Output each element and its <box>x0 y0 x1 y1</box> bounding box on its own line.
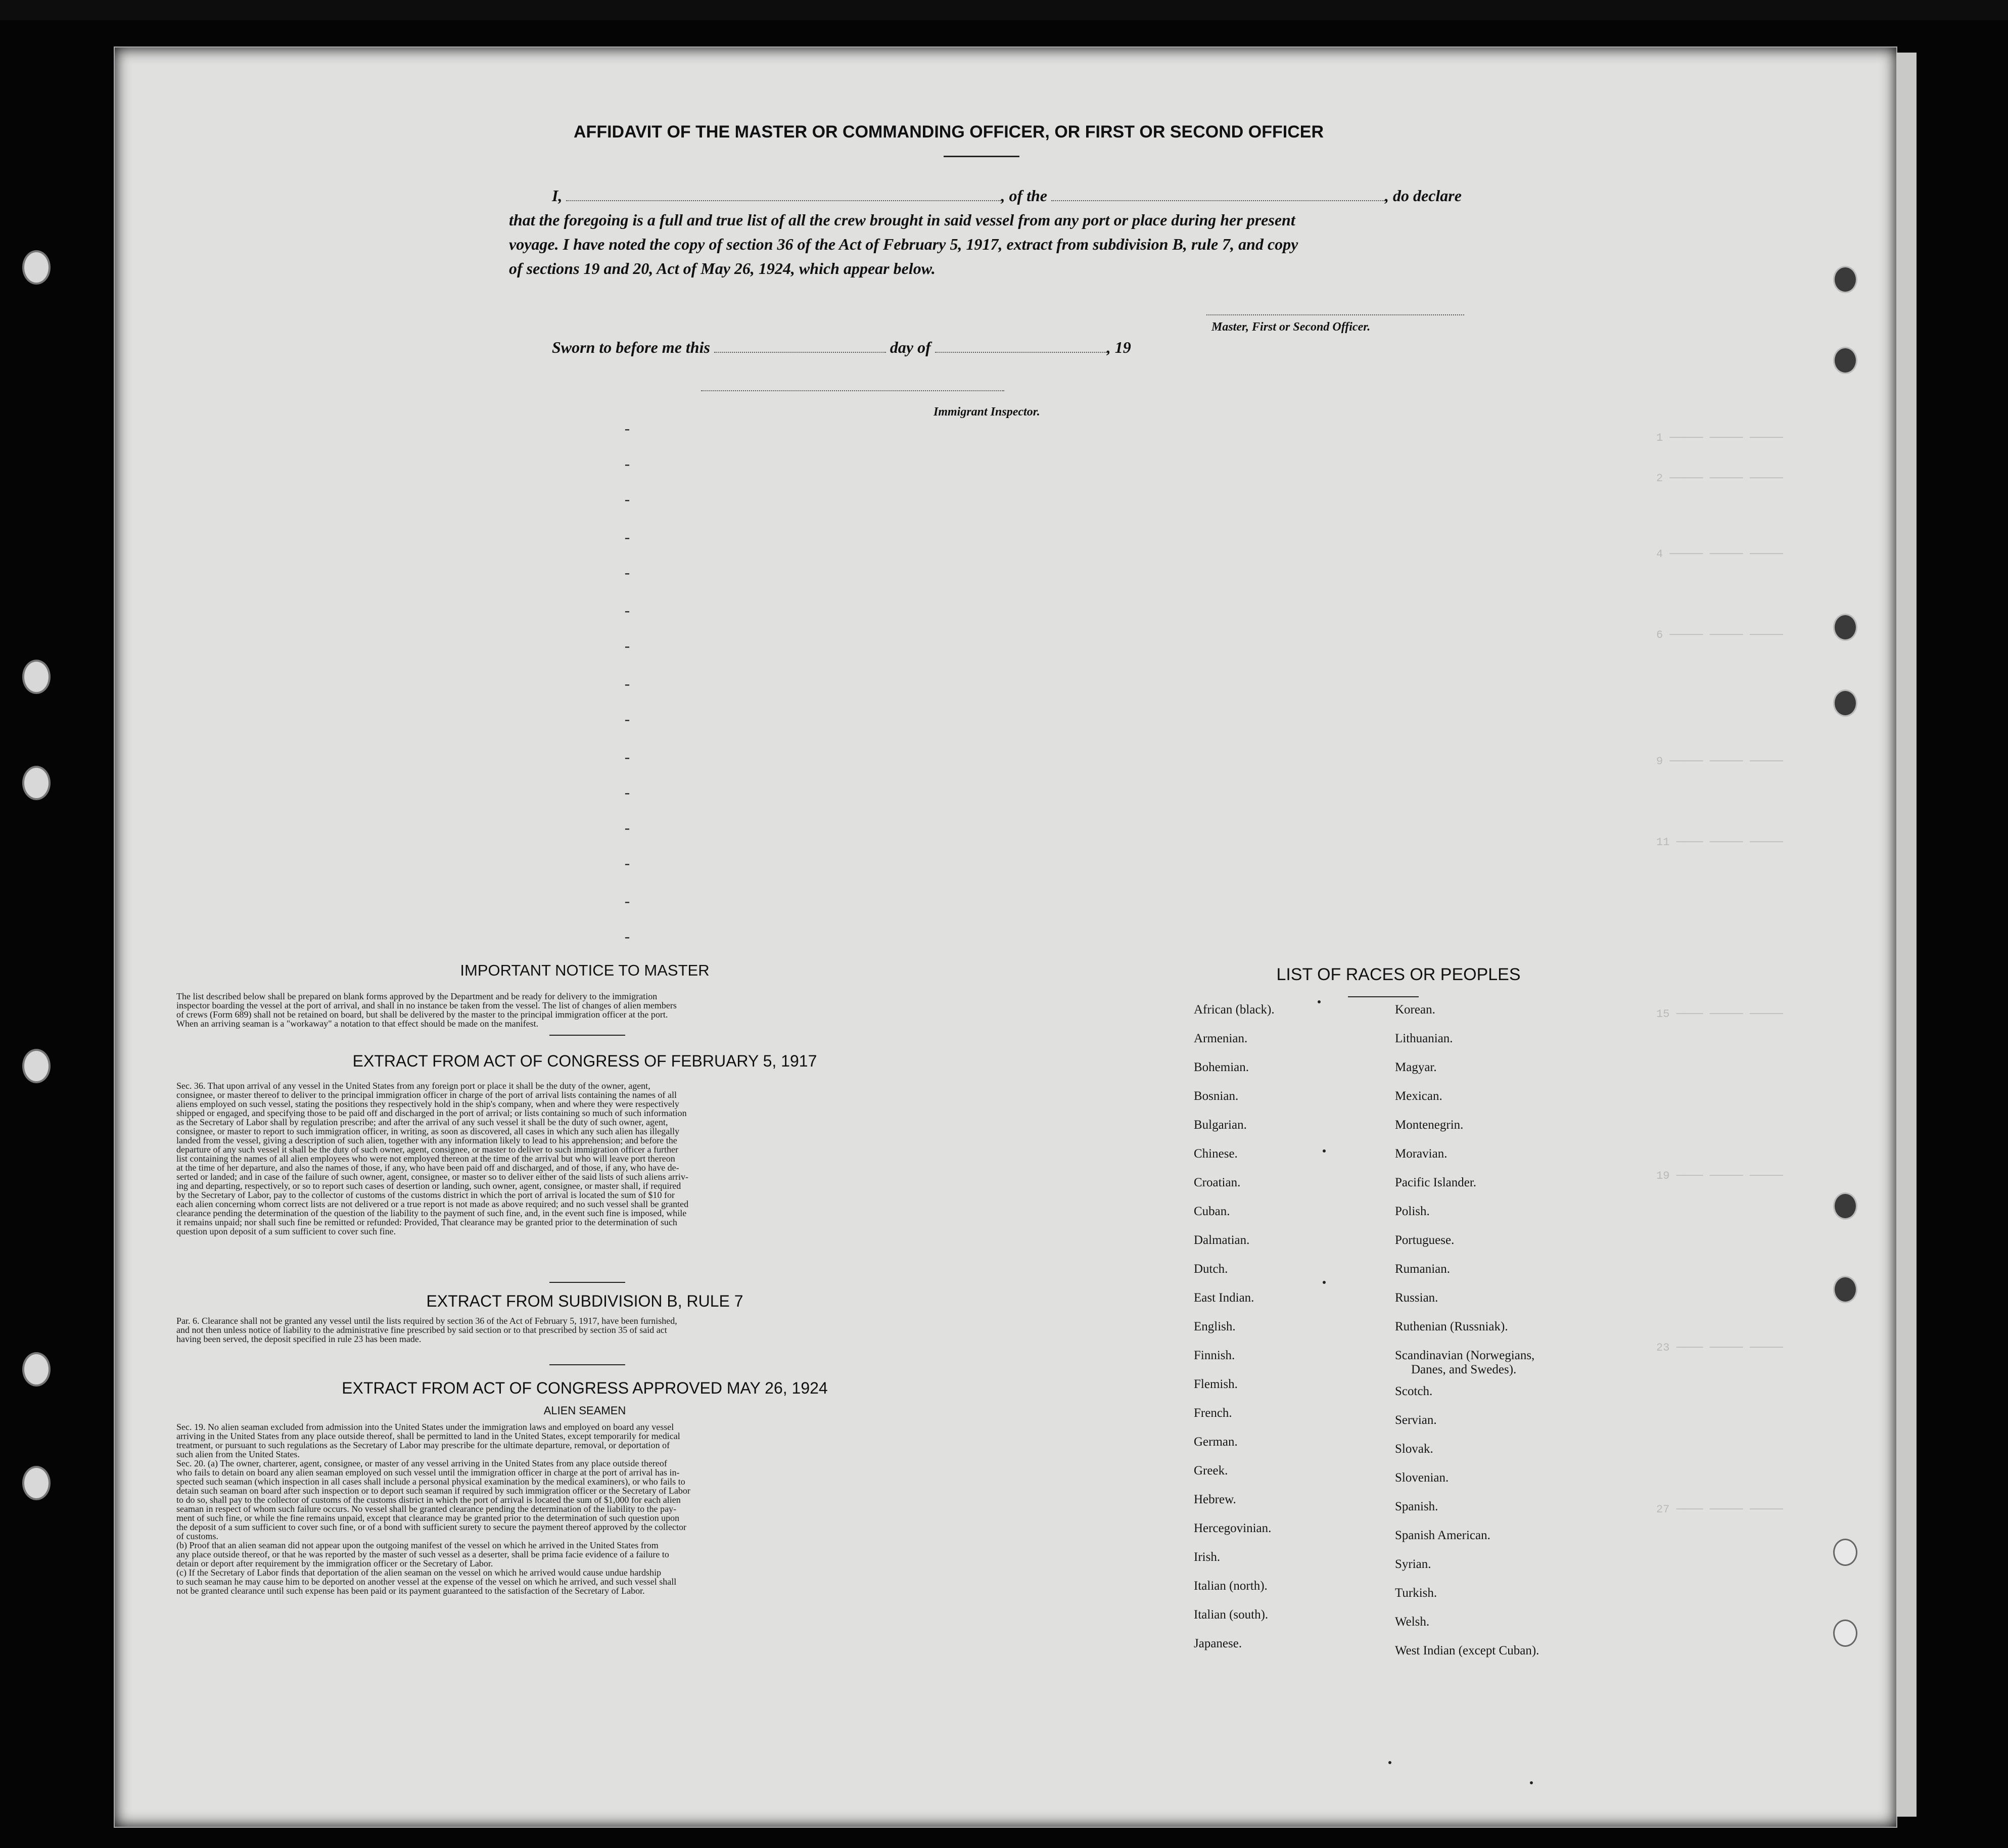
sworn-day-blank[interactable] <box>714 352 886 353</box>
act1917-line: at the time of her departure, and also the names of those, if any, who have been paid off and discharged, and of those, if any, who have de- <box>176 1163 679 1173</box>
act1924-line: detain such seaman on board after such inspection or to deport such seaman if required by such immigration officer or the Secretary of Labor <box>176 1486 690 1496</box>
binder-hole <box>22 660 51 694</box>
bleed-dash: - <box>623 821 632 838</box>
bleed-through: 2 ───── ───── ───── <box>1656 472 1783 485</box>
bleed-dash: - <box>623 604 632 621</box>
ink-speck <box>1530 1781 1533 1784</box>
binder-hole <box>22 1466 51 1500</box>
act1924-line: spected such seaman (which inspection in all cases shall include a personal physical examination by the medical examiners), or who fails to <box>176 1476 685 1487</box>
act1924-line: to do so, shall pay to the collector of customs of the customs district in which the port of arrival is located the sum of $1,000 for each alien <box>176 1495 681 1505</box>
bleed-dash: - <box>623 750 632 767</box>
bleed-dash: - <box>623 566 632 583</box>
bleed-through: 23 ──── ───── ───── <box>1656 1342 1783 1354</box>
bleed-dash: - <box>623 492 632 510</box>
race-left-item: Dalmatian. <box>1194 1233 1250 1247</box>
race-left-item: Cuban. <box>1194 1205 1230 1218</box>
sworn-month-blank[interactable] <box>935 352 1107 353</box>
punch-hole <box>1833 1276 1857 1303</box>
bleed-dash: - <box>623 457 632 474</box>
race-right-item: Slovenian. <box>1395 1471 1449 1485</box>
name-blank[interactable] <box>566 200 1001 201</box>
race-right-item: West Indian (except Cuban). <box>1395 1644 1539 1657</box>
bleed-dash: - <box>623 639 632 656</box>
manifest-sheet <box>114 47 1897 1828</box>
act1924-line: Sec. 20. (a) The owner, charterer, agent, consignee, or master of any vessel arriving in the United States from any place outside thereof <box>176 1458 667 1468</box>
rule7-line: Par. 6. Clearance shall not be granted any vessel until the lists required by section 36 of the Act of February 5, 1917, have been furnished, <box>176 1316 677 1326</box>
bleed-dash: - <box>623 786 632 803</box>
notice-title: IMPORTANT NOTICE TO MASTER <box>460 961 710 979</box>
notice-line: of crews (Form 689) shall not be retained on board, but shall be delivered by the master to the principal immigration officer at the port. <box>176 1009 668 1020</box>
race-right-item: Slovak. <box>1395 1442 1433 1456</box>
section-rule <box>549 1364 625 1365</box>
race-right-item: Portuguese. <box>1395 1233 1455 1247</box>
bleed-through: 1 ───── ───── ───── <box>1656 432 1783 444</box>
bleed-dash: - <box>623 530 632 547</box>
affidavit-declaration-line <box>552 184 1608 207</box>
race-right-item: Pacific Islander. <box>1395 1176 1477 1189</box>
act1924-line: Sec. 19. No alien seaman excluded from admission into the United States under the immigration laws and employed on board any vessel <box>176 1422 674 1432</box>
act1917-line: departure of any such vessel it shall be the duty of such owner, agent, consignee, or master to deliver to such immigration officer a further <box>176 1144 679 1154</box>
affidavit-line-2: that the foregoing is a full and true list of all the crew brought in said vessel from any port or place during her present <box>509 211 1295 229</box>
binder-hole <box>22 1049 51 1083</box>
punch-hole <box>1833 1539 1857 1566</box>
notice-body <box>176 992 995 1028</box>
race-right-item: Ruthenian (Russniak). <box>1395 1320 1508 1333</box>
day-of-label: day of <box>890 338 931 356</box>
title-rule <box>944 156 1019 157</box>
race-left-item: Croatian. <box>1194 1176 1241 1189</box>
race-left-item: Dutch. <box>1194 1262 1228 1276</box>
race-left-item: Finnish. <box>1194 1349 1235 1362</box>
act1924-line: who fails to detain on board any alien seaman employed on such vessel until the immigration officer in charge at the port of arrival has in- <box>176 1467 680 1477</box>
act1917-line: by the Secretary of Labor, pay to the collector of customs of the customs district in which the port of arrival is located the sum of $10 for <box>176 1190 675 1200</box>
race-right-item: Moravian. <box>1395 1147 1447 1161</box>
act1924-line: not be granted clearance until such expense has been paid or its payment guaranteed to the satisfaction of the Secretary of Labor. <box>176 1586 645 1596</box>
act1924-line: the deposit of a sum sufficient to cover such fine, or of a bond with sufficient surety to secure the payment thereof approved by the collector <box>176 1522 687 1532</box>
vessel-blank[interactable] <box>1051 200 1385 201</box>
bleed-through: 27 ──── ───── ───── <box>1656 1503 1783 1516</box>
section-rule <box>549 1282 625 1283</box>
page-edge <box>1896 53 1917 1817</box>
race-right-item: Mexican. <box>1395 1089 1442 1103</box>
sworn-line <box>552 336 1259 359</box>
races-title: LIST OF RACES OR PEOPLES <box>1276 965 1521 984</box>
ink-speck <box>1323 1149 1326 1152</box>
race-left-item: Italian (north). <box>1194 1579 1268 1593</box>
race-right-item: Korean. <box>1395 1003 1435 1017</box>
act1924-body <box>176 1422 995 1595</box>
race-right-item: Danes, and Swedes). <box>1411 1363 1517 1376</box>
race-right-item: Turkish. <box>1395 1586 1437 1600</box>
race-right-item: Polish. <box>1395 1205 1430 1218</box>
race-right-item: Montenegrin. <box>1395 1118 1464 1132</box>
affidavit-of-the: , of the <box>1001 187 1047 205</box>
act1924-line: of customs. <box>176 1531 218 1541</box>
section-rule <box>549 1035 625 1036</box>
ink-speck <box>1388 1761 1391 1764</box>
race-left-item: Hebrew. <box>1194 1493 1236 1506</box>
notice-line: inspector boarding the vessel at the port of arrival, and shall in no instance be taken from the vessel. The list of changes of alien members <box>176 1000 677 1010</box>
act1924-line: to such seaman he may cause him to be deported on another vessel at the expense of the vessel on which he arrived, and such vessel shall <box>176 1577 677 1587</box>
race-left-item: East Indian. <box>1194 1291 1254 1305</box>
act1924-line: (b) Proof that an alien seaman did not appear upon the outgoing manifest of the vessel on which he arrived in the United States from <box>176 1540 659 1550</box>
bleed-dash: - <box>623 677 632 694</box>
race-right-item: Servian. <box>1395 1413 1437 1427</box>
sworn-label: Sworn to before me this <box>552 338 710 356</box>
act1924-subtitle: ALIEN SEAMEN <box>543 1404 626 1417</box>
inspector-label: Immigrant Inspector. <box>933 405 1040 419</box>
rule7-line: having been served, the deposit specified in rule 23 has been made. <box>176 1334 422 1344</box>
inspector-signature-line[interactable] <box>701 390 1004 391</box>
act1917-line: consignee, or master to report to such immigration officer, in writing, as soon as discovered, all cases in which any such alien has illegally <box>176 1126 680 1136</box>
act1924-line: (c) If the Secretary of Labor finds that deportation of the alien seaman on the vessel on which he arrived would cause undue hardship <box>176 1567 662 1578</box>
act1924-title: EXTRACT FROM ACT OF CONGRESS APPROVED MAY 26, 1924 <box>342 1379 828 1397</box>
act1917-line: consignee, or master thereof to deliver to the principal immigration officer in charge of the port of arrival lists containing the names of all <box>176 1090 677 1100</box>
bleed-through: 15 ──── ───── ───── <box>1656 1008 1783 1021</box>
punch-hole <box>1833 1620 1857 1647</box>
race-left-item: Japanese. <box>1194 1637 1242 1650</box>
affidavit-line-4: of sections 19 and 20, Act of May 26, 1924, which appear below. <box>509 259 936 278</box>
notice-line: When an arriving seaman is a "workaway" a notation to that effect should be made on the manifest. <box>176 1019 539 1029</box>
race-right-item: Magyar. <box>1395 1060 1437 1074</box>
master-label: Master, First or Second Officer. <box>1211 320 1371 334</box>
ink-speck <box>1318 1000 1321 1003</box>
races-rule <box>1348 996 1419 997</box>
act1924-line: ment of such fine, or while the fine remains unpaid, except that clearance may be granted prior to the determination of such question upon <box>176 1513 680 1523</box>
bleed-dash: - <box>623 422 632 439</box>
binder-hole <box>22 766 51 800</box>
affidavit-line-3: voyage. I have noted the copy of section 36 of the Act of February 5, 1917, extract from subdivision B, rule 7, and copy <box>509 235 1298 253</box>
race-left-item: Italian (south). <box>1194 1608 1269 1622</box>
race-right-item: Rumanian. <box>1395 1262 1451 1276</box>
bleed-dash: - <box>623 856 632 873</box>
bleed-through: 11 ──── ───── ───── <box>1656 836 1783 849</box>
race-right-item: Spanish American. <box>1395 1529 1490 1542</box>
punch-hole <box>1833 689 1857 717</box>
race-right-item: Lithuanian. <box>1395 1032 1453 1045</box>
bleed-dash: - <box>623 894 632 911</box>
race-left-item: Bohemian. <box>1194 1060 1249 1074</box>
ink-speck <box>1323 1281 1326 1284</box>
race-left-item: African (black). <box>1194 1003 1275 1017</box>
race-left-item: English. <box>1194 1320 1236 1333</box>
act1917-line: list containing the names of all alien employees who were not employed thereon at the time of the arrival but who will leave port thereon <box>176 1153 675 1164</box>
notice-line: The list described below shall be prepared on blank forms approved by the Department and be ready for delivery to the immigration <box>176 991 658 1001</box>
race-left-item: Hercegovinian. <box>1194 1521 1272 1535</box>
bleed-through: 19 ──── ───── ───── <box>1656 1170 1783 1182</box>
act1924-line: any place outside thereof, or that he was reported by the master of such vessel as a deserter, shall be prima facie evidence of a failure to <box>176 1549 669 1559</box>
act1924-line: treatment, or pursuant to such regulations as the Secretary of Labor may prescribe for the ultimate departure, removal, or deportation of <box>176 1440 670 1450</box>
race-right-item: Welsh. <box>1395 1615 1430 1629</box>
act1924-line: seaman in respect of whom such failure occurs. No vessel shall be granted clearance pending the determination of the liability to the pay- <box>176 1504 677 1514</box>
act1924-line: such alien from the United States. <box>176 1449 300 1459</box>
act1924-line: arriving in the United States from any place outside thereof, shall be permitted to land in the United States, except temporarily for medical <box>176 1431 680 1441</box>
bleed-through: 6 ───── ───── ───── <box>1656 629 1783 641</box>
binder-hole <box>22 250 51 285</box>
race-right-item: Russian. <box>1395 1291 1438 1305</box>
act1917-body <box>176 1081 995 1236</box>
race-right-item: Syrian. <box>1395 1557 1431 1571</box>
affidavit-do-declare: , do declare <box>1385 187 1462 205</box>
act1917-line: landed from the vessel, giving a description of such alien, together with any information likely to lead to his apprehension; and before the <box>176 1135 677 1145</box>
race-left-item: Greek. <box>1194 1464 1228 1477</box>
bleed-through: 9 ───── ───── ───── <box>1656 755 1783 768</box>
act1924-line: detain or deport after requirement by the immigration officer or the Secretary of Labor. <box>176 1558 493 1568</box>
race-left-item: Irish. <box>1194 1550 1221 1564</box>
act1917-line: Sec. 36. That upon arrival of any vessel in the United States from any foreign port or place it shall be the duty of the owner, agent, <box>176 1081 650 1091</box>
act1917-line: it remains unpaid; nor shall such fine be remitted or refunded: Provided, That clearance may be granted prior to the determination of such <box>176 1217 677 1227</box>
act1917-title: EXTRACT FROM ACT OF CONGRESS OF FEBRUARY 5, 1917 <box>352 1052 817 1070</box>
race-left-item: German. <box>1194 1435 1238 1449</box>
rule7-title: EXTRACT FROM SUBDIVISION B, RULE 7 <box>426 1292 743 1310</box>
race-left-item: Flemish. <box>1194 1377 1238 1391</box>
punch-hole <box>1833 1192 1857 1220</box>
race-left-item: Bulgarian. <box>1194 1118 1247 1132</box>
race-left-item: Chinese. <box>1194 1147 1238 1161</box>
act1917-line: as the Secretary of Labor shall by regulation prescribe; and after the arrival of any such vessel it shall be the duty of such owner, agent, <box>176 1117 668 1127</box>
race-right-item: Scotch. <box>1395 1384 1433 1398</box>
race-left-item: French. <box>1194 1406 1232 1420</box>
rule7-body <box>176 1316 995 1344</box>
bleed-dash: - <box>623 930 632 947</box>
act1917-line: each alien concerning whom correct lists are not delivered or a true report is not made as above required; and no such vessel shall be granted <box>176 1199 689 1209</box>
act1917-line: serted or landed; and in case of the failure of such owner, agent, consignee, or master so to deliver either of the said lists of such aliens arriv- <box>176 1172 688 1182</box>
act1917-line: ing and departing, respectively, or so to report such cases of desertion or landing, such owner, agent, consignee, or master shall, if required <box>176 1181 681 1191</box>
act1917-line: aliens employed on such vessel, stating the positions they respectively hold in the ship's company, when and where they were respectively <box>176 1099 679 1109</box>
year-label: , 19 <box>1106 338 1131 356</box>
bleed-dash: - <box>623 712 632 729</box>
bleed-through: 4 ───── ───── ───── <box>1656 548 1783 561</box>
race-right-item: Spanish. <box>1395 1500 1438 1513</box>
binder-bar <box>0 0 2008 20</box>
act1917-line: clearance pending the determination of the question of the liability to the payment of such fine, and, in the event such fine is imposed, while <box>176 1208 687 1218</box>
punch-hole <box>1833 347 1857 374</box>
race-left-item: Armenian. <box>1194 1032 1248 1045</box>
act1917-line: shipped or engaged, and specifying those to be paid off and discharged in the port of arrival; or lists containing so much of such information <box>176 1108 687 1118</box>
affidavit-title: AFFIDAVIT OF THE MASTER OR COMMANDING OFFICER, OR FIRST OR SECOND OFFICER <box>574 122 1324 142</box>
punch-hole <box>1833 266 1857 293</box>
punch-hole <box>1833 614 1857 641</box>
race-right-item: Scandinavian (Norwegians, <box>1395 1349 1535 1362</box>
binder-hole <box>22 1352 51 1387</box>
race-left-item: Bosnian. <box>1194 1089 1239 1103</box>
affidavit-i-label: I, <box>552 187 563 205</box>
rule7-line: and not then unless notice of liability to the administrative fine prescribed by said section or to that prescribed by section 35 of said act <box>176 1325 667 1335</box>
act1917-line: question upon deposit of a sum sufficient to cover such fine. <box>176 1226 396 1236</box>
